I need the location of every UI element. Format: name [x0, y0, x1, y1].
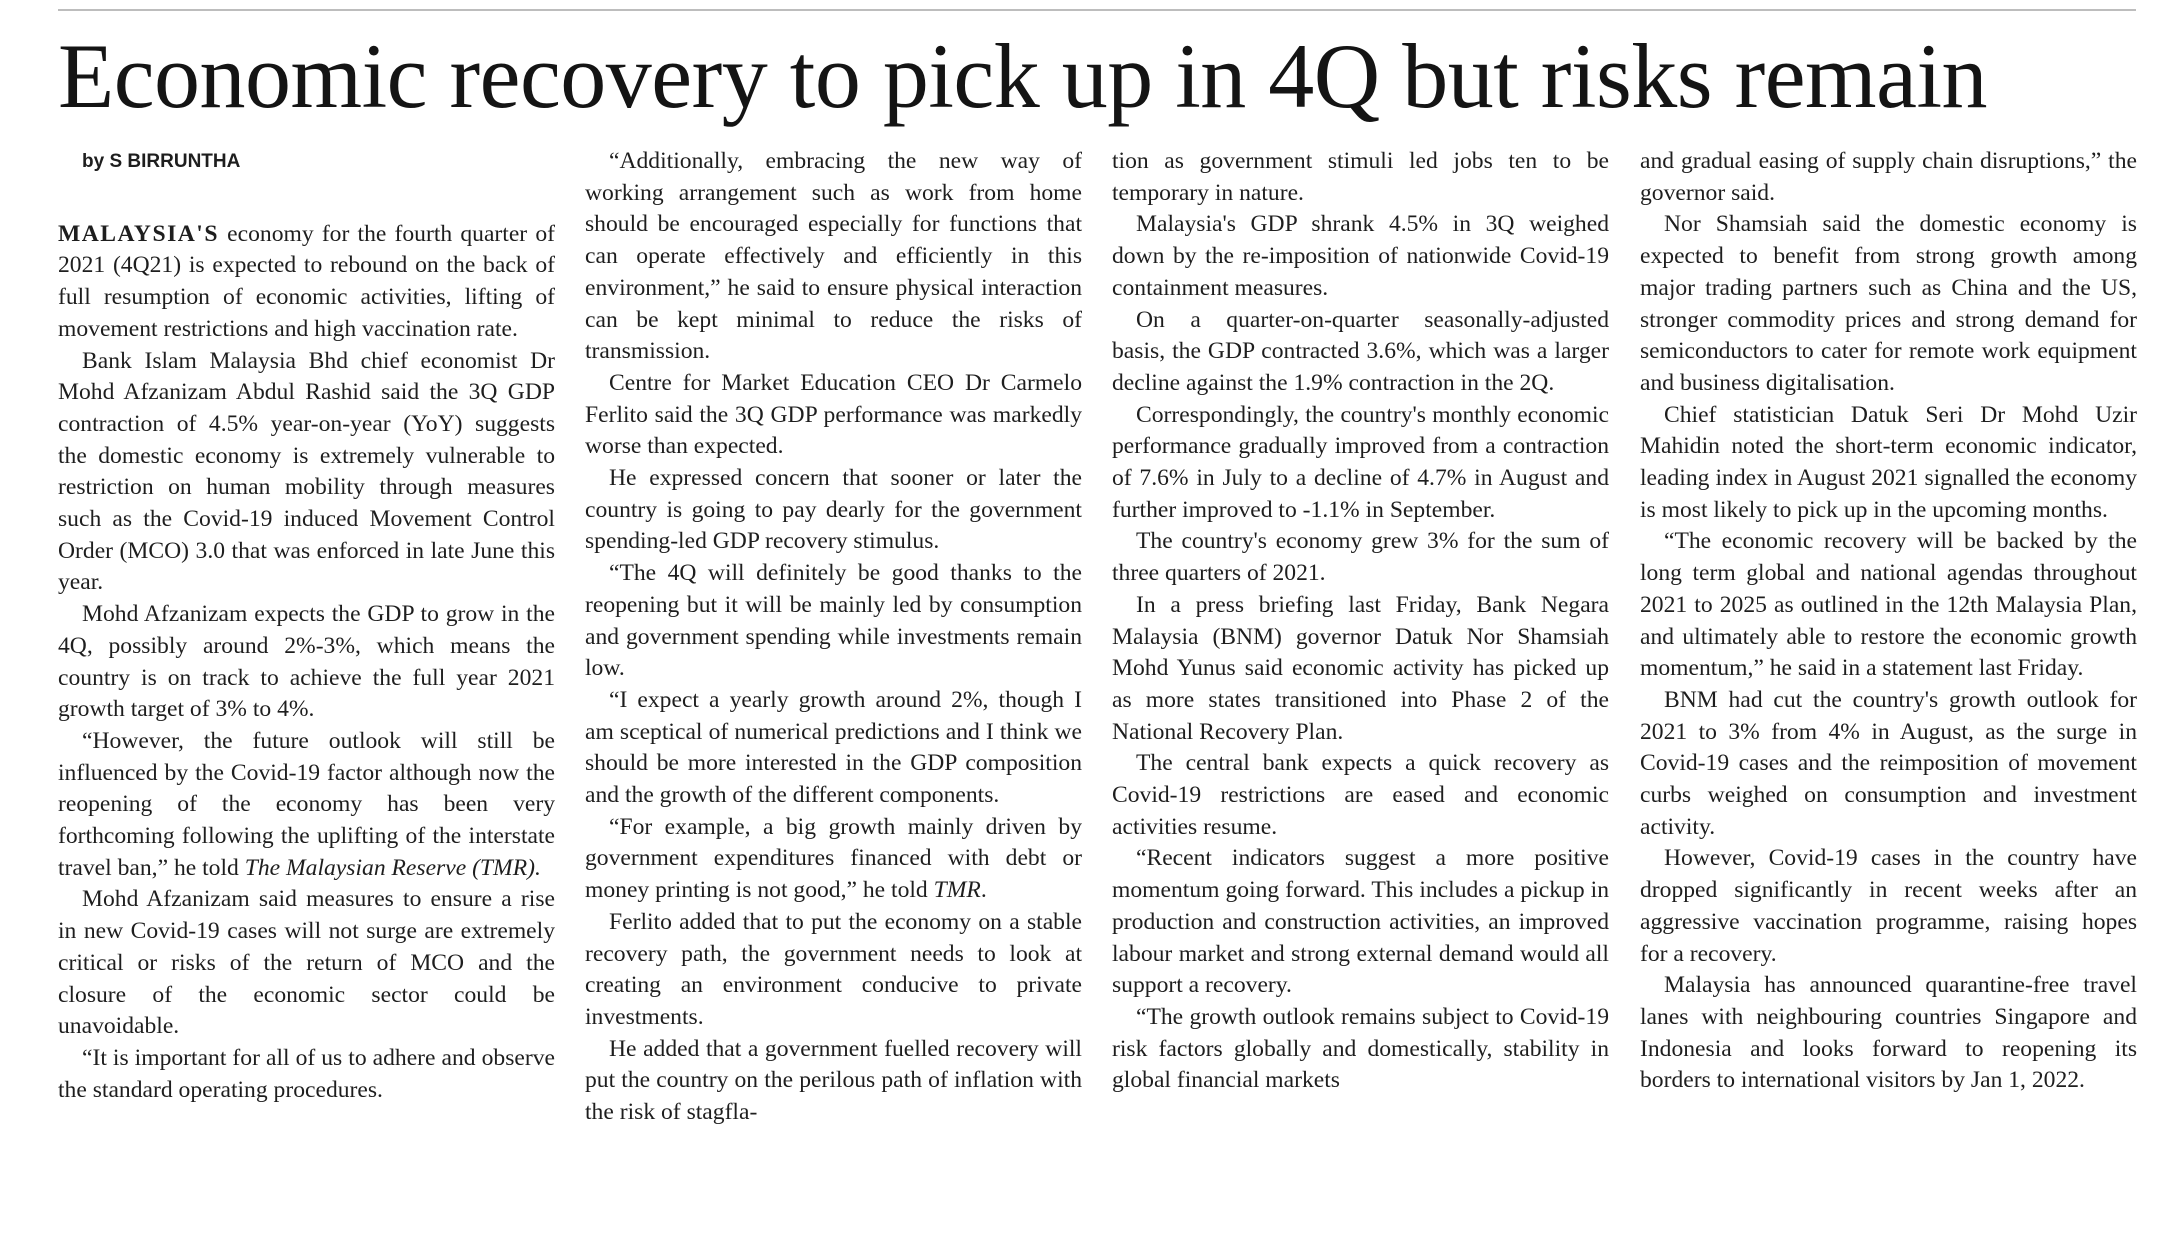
paragraph: He added that a government fuelled recovery will put the country on the perilous path of inflation with the risk of stagfla-: [585, 1035, 1082, 1126]
byline: by S BIRRUNTHA: [82, 151, 241, 172]
paragraph-text: “For example, a big growth mainly driven by government expenditures financed with debt or money printing is not good,” he told: [585, 813, 1082, 904]
lead-caps: MALAYSIA'S: [58, 220, 219, 247]
paragraph: BNM had cut the country's growth outlook for 2021 to 3% from 4% in August, as the surge in Covid-19 cases and the reimposition of movement curbs weighed on consumption and investment activity.: [1640, 686, 2137, 840]
paragraph: Malaysia's GDP shrank 4.5% in 3Q weighed down by the re-imposition of nationwide Covid-19 containment measures.: [1112, 211, 1609, 301]
paragraph: “Recent indicators suggest a more positive momentum going forward. This includes a pickup in production and construction activities, an improved labour market and strong external demand would all support a recovery.: [1112, 845, 1609, 999]
paragraph: Malaysia has announced quarantine-free travel lanes with neighbouring countries Singapore and Indonesia and looks forward to reopening its borders to international visitors by Jan 1, 2022.: [1640, 972, 2137, 1094]
top-rule: [58, 9, 2136, 11]
paragraph: [58, 726, 555, 885]
paragraph-text: “However, the future outlook will still be influenced by the Covid-19 factor although now the reopening of the economy has been very forthcoming following the uplifting of the interstate travel ban,” he told: [58, 727, 555, 881]
paragraph-continued: tion as government stimuli led jobs ten to be temporary in nature.: [1112, 148, 1609, 206]
article-column-3: [1112, 146, 1609, 1097]
lead-text: economy for the fourth quarter of 2021 (4Q21) is expected to rebound on the back of full resumption of economic activities, lifting of movement restrictions and high vaccination rate.: [58, 220, 555, 342]
paragraph: [585, 812, 1082, 907]
paragraph: “Additionally, embracing the new way of working arrangement such as work from home should be encouraged especially for functions that can operate effectively and efficiently in this environment,” he said to ensure physical interaction can be kept minimal to reduce the risks of transmission.: [585, 148, 1082, 365]
lead-paragraph: [58, 219, 555, 346]
article-column-2: [585, 146, 1082, 1129]
article-column-1: [58, 146, 555, 1106]
paragraph: “It is important for all of us to adhere and observe the standard operating procedures.: [58, 1044, 555, 1103]
paragraph: Correspondingly, the country's monthly economic performance gradually improved from a contraction of 7.6% in July to a decline of 4.7% in August and further improved to -1.1% in September.: [1112, 401, 1609, 523]
publication-abbrev: TMR: [933, 877, 981, 904]
publication-name: The Malaysian Reserve (TMR).: [244, 854, 541, 881]
paragraph-end: .: [980, 877, 987, 904]
paragraph: “I expect a yearly growth around 2%, though I am sceptical of numerical predictions and I think we should be more interested in the GDP composition and the growth of the different components.: [585, 686, 1082, 809]
paragraph: On a quarter-on-quarter seasonally-adjusted basis, the GDP contracted 3.6%, which was a larger decline against the 1.9% contraction in the 2Q.: [1112, 306, 1609, 396]
paragraph: “The growth outlook remains subject to Covid-19 risk factors globally and domestically, stability in global financial markets: [1112, 1003, 1609, 1094]
paragraph: In a press briefing last Friday, Bank Negara Malaysia (BNM) governor Datuk Nor Shamsiah Mohd Yunus said economic activity has picked up as more states transitioned into Phase 2 of the National Recovery Plan.: [1112, 591, 1609, 745]
paragraph: The central bank expects a quick recovery as Covid-19 restrictions are eased and economic activities resume.: [1112, 750, 1609, 840]
paragraph: “The 4Q will definitely be good thanks to the reopening but it will be mainly led by consumption and government spending while investments remain low.: [585, 560, 1082, 682]
paragraph: However, Covid-19 cases in the country have dropped significantly in recent weeks after an aggressive vaccination programme, raising hopes for a recovery.: [1640, 845, 2137, 967]
headline: Economic recovery to pick up in 4Q but risks remain: [58, 25, 1988, 127]
paragraph: Centre for Market Education CEO Dr Carmelo Ferlito said the 3Q GDP performance was markedly worse than expected.: [585, 369, 1082, 460]
paragraph: Bank Islam Malaysia Bhd chief economist Dr Mohd Afzanizam Abdul Rashid said the 3Q GDP contraction of 4.5% year-on-year (YoY) suggests the domestic economy is extremely vulnerable to restriction on human mobility through measures such as the Covid-19 induced Movement Control Order (MCO) 3.0 that was enforced in late June this year.: [58, 347, 555, 596]
paragraph: Ferlito added that to put the economy on a stable recovery path, the government needs to look at creating an environment conducive to private investments.: [585, 908, 1082, 1030]
paragraph: Nor Shamsiah said the domestic economy is expected to benefit from strong growth among major trading partners such as China and the US, stronger commodity prices and strong demand for semiconductors to cater for remote work equipment and business digitalisation.: [1640, 211, 2137, 396]
paragraph: Mohd Afzanizam said measures to ensure a rise in new Covid-19 cases will not surge are extremely critical or risks of the return of MCO and the closure of the economic sector could be unavoidable.: [58, 886, 555, 1040]
paragraph: “The economic recovery will be backed by the long term global and national agendas throughout 2021 to 2025 as outlined in the 12th Malaysia Plan, and ultimately able to restore the economic growth momentum,” he said in a statement last Friday.: [1640, 528, 2137, 682]
paragraph: The country's economy grew 3% for the sum of three quarters of 2021.: [1112, 528, 1609, 587]
paragraph-continued: and gradual easing of supply chain disruptions,” the governor said.: [1640, 148, 2137, 206]
paragraph: Mohd Afzanizam expects the GDP to grow in the 4Q, possibly around 2%-3%, which means the country is on track to achieve the full year 2021 growth target of 3% to 4%.: [58, 601, 555, 723]
article-column-4: [1640, 146, 2137, 1097]
paragraph: Chief statistician Datuk Seri Dr Mohd Uzir Mahidin noted the short-term economic indicator, leading index in August 2021 signalled the economy is most likely to pick up in the upcoming months.: [1640, 401, 2137, 523]
paragraph: He expressed concern that sooner or later the country is going to pay dearly for the government spending-led GDP recovery stimulus.: [585, 465, 1082, 555]
